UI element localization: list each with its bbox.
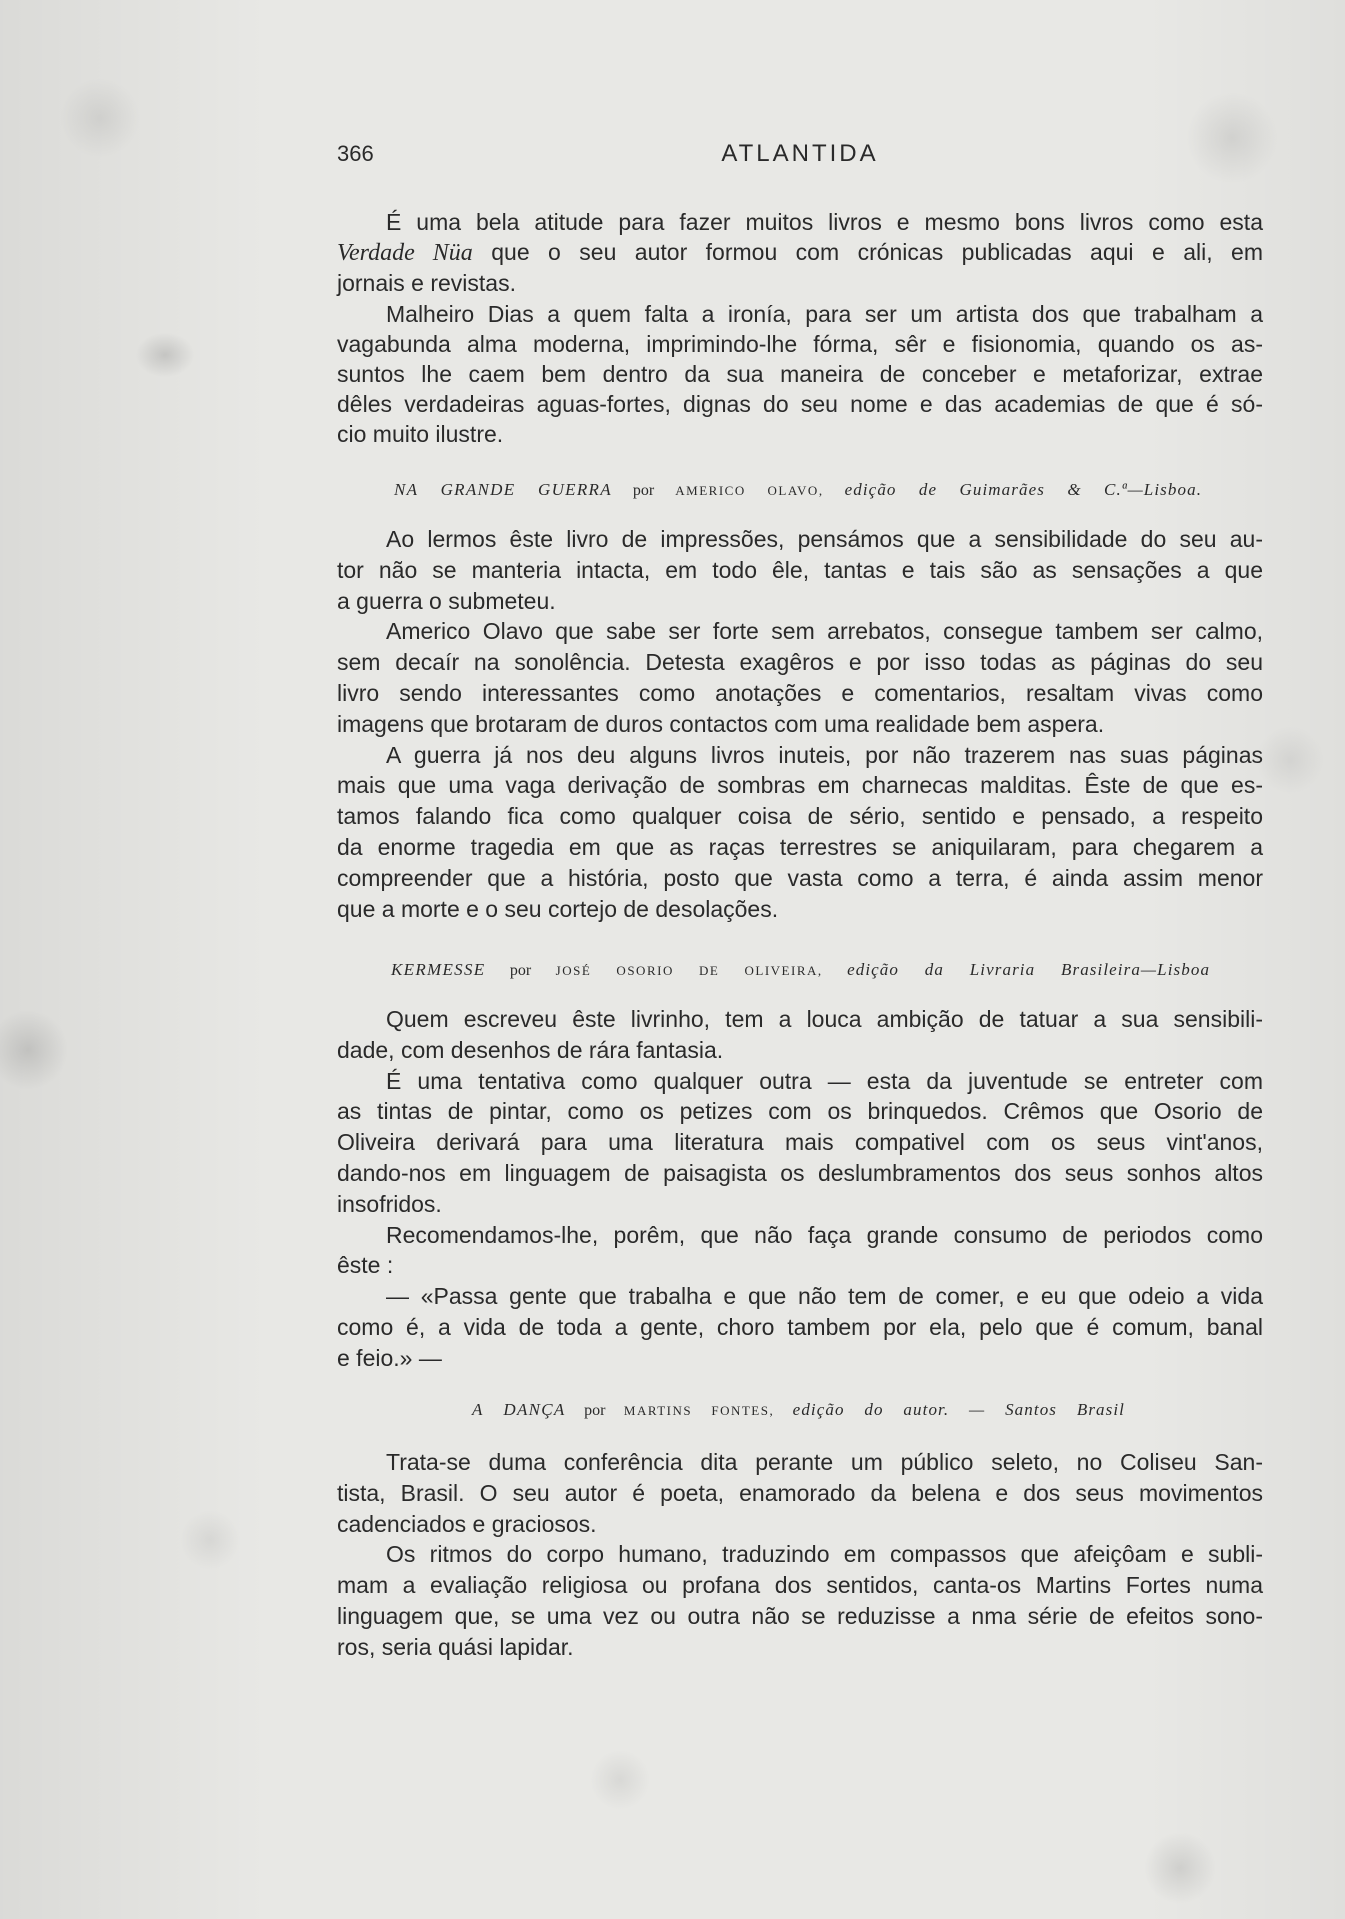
paragraph	[337, 1220, 1263, 1282]
text-line: cadenciados e graciosos.	[337, 1510, 597, 1537]
text-line: dade, com desenhos de rára fantasia.	[337, 1036, 724, 1063]
review-body	[337, 207, 1263, 450]
review-body	[337, 524, 1263, 924]
text-line: ros, seria quási lapidar.	[337, 1633, 574, 1660]
review-heading	[394, 475, 1202, 505]
text-line: Ao lermos êste livro de impressões, pensámos que a sensibilidade do seu au-	[386, 526, 1263, 552]
heading-title: A DANÇA	[472, 1400, 566, 1419]
text-line: A guerra já nos deu alguns livros inuteis, por não trazerem nas suas páginas	[386, 741, 1263, 768]
page-header	[337, 139, 1263, 169]
heading-by: por	[509, 962, 532, 979]
paragraph	[337, 616, 1263, 739]
text-line: — «Passa gente que trabalha e que não tem de comer, e eu que odeio a vida	[386, 1283, 1263, 1310]
paragraph	[337, 1066, 1263, 1220]
text-line: Americo Olavo que sabe ser forte sem arrebatos, consegue tambem ser calmo,	[386, 618, 1263, 645]
heading-title: KERMESSE	[391, 960, 486, 979]
paragraph	[337, 740, 1263, 925]
text-line: É uma bela atitude para fazer muitos livros e mesmo bons livros como esta	[386, 209, 1263, 235]
text-line: insofridos.	[337, 1190, 442, 1217]
text-line: Trata-se duma conferência dita perante um público seleto, no Coliseu San-	[386, 1449, 1263, 1475]
paragraph	[337, 1281, 1263, 1373]
text-line: jornais e revistas.	[337, 270, 516, 297]
review-heading	[472, 1395, 1125, 1425]
text-line: Quem escreveu êste livrinho, tem a louca ambição de tatuar a sua sensibili-	[386, 1006, 1263, 1032]
paragraph	[337, 1539, 1263, 1662]
page-number: 366	[337, 141, 374, 166]
review-body	[337, 1447, 1263, 1663]
text-line: êste :	[337, 1252, 394, 1279]
heading-edition: edição de Guimarães & C.ª—Lisboa.	[844, 480, 1203, 499]
text-line: as tintas de pintar, como os petizes com os brinquedos. Crêmos que Osorio de	[337, 1098, 1263, 1125]
text-line: É uma tentativa como qualquer outra — esta da juventude se entreter com	[386, 1067, 1263, 1094]
text-line: livro sendo interessantes como anotações e comentarios, resaltam vivas como	[337, 679, 1263, 706]
heading-by: por	[584, 1402, 606, 1419]
text-line: vagabunda alma moderna, imprimindo-lhe fórma, sêr e fisionomia, quando os as-	[337, 330, 1263, 357]
text-line: cio muito ilustre.	[337, 421, 504, 448]
heading-author: AMERICO OLAVO,	[675, 483, 824, 498]
heading-edition: edição da Livraria Brasileira—Lisboa	[847, 960, 1211, 979]
text-line: da enorme tragedia em que as raças terrestres se aniquilaram, para chegarem a	[337, 833, 1263, 860]
review-heading	[391, 955, 1210, 985]
text-line: tamos falando fica como qualquer coisa de sério, sentido e pensado, a respeito	[337, 803, 1263, 830]
text-line: tista, Brasil. O seu autor é poeta, enamorado da belena e dos seus movimentos	[337, 1479, 1263, 1506]
review-body	[337, 1004, 1263, 1374]
text-line: sem decaír na sonolência. Detesta exagêros e por isso todas as páginas do seu	[337, 649, 1263, 676]
text-line: mam a evaliação religiosa ou profana dos sentidos, canta-os Martins Fortes numa	[337, 1572, 1263, 1599]
text-line: que a morte e o seu cortejo de desolações.	[337, 895, 779, 922]
text-line: Recomendamos-lhe, porêm, que não faça grande consumo de periodos como	[386, 1221, 1263, 1248]
text-line: mais que uma vaga derivação de sombras em charnecas malditas. Êste de que es-	[337, 772, 1263, 799]
paragraph	[337, 207, 1263, 299]
text-line: suntos lhe caem bem dentro da sua maneira de conceber e metaforizar, extrae	[337, 361, 1263, 388]
text-line: como é, a vida de toda a gente, choro tambem por ela, pelo que é comum, banal	[337, 1313, 1263, 1340]
text-line: dêles verdadeiras aguas-fortes, dignas do seu nome e das academias de que é só-	[337, 391, 1263, 418]
heading-author: JOSÉ OSORIO DE OLIVEIRA,	[555, 963, 823, 978]
text-line: a guerra o submeteu.	[337, 587, 556, 614]
text-line: Oliveira derivará para uma literatura mais compativel com os seus vint'anos,	[337, 1129, 1263, 1156]
book-title-italic: Verdade Nüa	[337, 240, 473, 267]
text-line: e feio.» —	[337, 1344, 442, 1371]
text-line: Os ritmos do corpo humano, traduzindo em compassos que afeiçôam e subli-	[386, 1541, 1263, 1568]
paragraph	[337, 1004, 1263, 1066]
heading-edition: edição do autor. — Santos Brasil	[792, 1400, 1125, 1419]
heading-author: MARTINS FONTES,	[623, 1403, 775, 1418]
text-line: dando-nos em linguagem de paisagista os deslumbramentos dos seus sonhos altos	[337, 1159, 1263, 1186]
text-line: linguagem que, se uma vez ou outra não se reduzisse a nma série de efeitos sono-	[337, 1602, 1263, 1629]
text-line	[337, 237, 1263, 268]
running-title: ATLANTIDA	[721, 140, 879, 167]
heading-by: por	[632, 482, 655, 499]
paragraph	[337, 299, 1263, 450]
text-run: que o seu autor formou com crónicas publicadas aqui e ali, em	[472, 239, 1263, 266]
text-line: imagens que brotaram de duros contactos com uma realidade bem aspera.	[337, 710, 1105, 737]
text-line: tor não se manteria intacta, em todo êle, tantas e tais são as sensações a que	[337, 556, 1263, 583]
heading-title: NA GRANDE GUERRA	[394, 480, 612, 499]
paragraph	[337, 1447, 1263, 1539]
text-line: compreender que a história, posto que vasta como a terra, é ainda assim menor	[337, 864, 1263, 891]
paragraph	[337, 524, 1263, 616]
text-line: Malheiro Dias a quem falta a ironía, para ser um artista dos que trabalham a	[386, 300, 1263, 327]
